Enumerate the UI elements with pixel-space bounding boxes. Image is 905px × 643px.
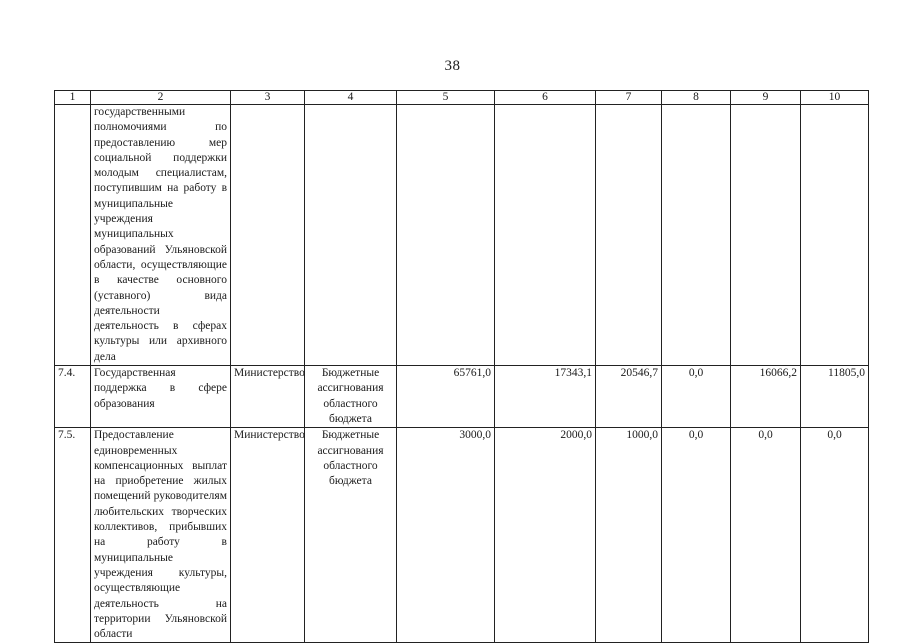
value-cell: 20546,7 xyxy=(596,366,662,428)
executor-cell: Министерство xyxy=(231,366,305,428)
column-header: 10 xyxy=(801,91,869,105)
measure-name: Государственная поддержка в сфере образования xyxy=(91,366,231,428)
row-number: 7.4. xyxy=(55,366,91,428)
value-cell: 11805,0 xyxy=(801,366,869,428)
measure-name: Предоставление единовременных компенсационных выплат на приобретение жилых помещений руководителям любительских творческих коллективов, прибывших на работу в муниципальные учреждения культуры, осуществляющие деятельность на территории Ульяновской области xyxy=(91,428,231,643)
value-cell: 1000,0 xyxy=(596,428,662,643)
column-header: 5 xyxy=(397,91,495,105)
value-cell: 3000,0 xyxy=(397,428,495,643)
column-header: 6 xyxy=(495,91,596,105)
measure-name: государственными полномочиями по предоставлению мер социальной поддержки молодым специалистам, поступившим на работу в муниципальные учреждения муниципальных образований Ульяновской области, осуществляющие в качестве основного (уставного) вида деятельности деятельность в сферах культуры или архивного дела xyxy=(91,105,231,366)
column-header: 9 xyxy=(731,91,801,105)
value-cell: 0,0 xyxy=(801,428,869,643)
value-cell xyxy=(731,105,801,366)
funding-source-cell: Бюджетные ассигнования областного бюджета xyxy=(305,428,397,643)
page-number: 38 xyxy=(444,58,461,74)
funding-source-cell: Бюджетные ассигнования областного бюджета xyxy=(305,366,397,428)
row-number: 7.5. xyxy=(55,428,91,643)
value-cell: 65761,0 xyxy=(397,366,495,428)
column-header: 3 xyxy=(231,91,305,105)
value-cell xyxy=(662,105,731,366)
value-cell: 0,0 xyxy=(731,428,801,643)
executor-cell: Министерство xyxy=(231,428,305,643)
table-row xyxy=(55,366,869,428)
column-header: 2 xyxy=(91,91,231,105)
budget-table xyxy=(54,90,869,643)
header-row xyxy=(55,91,869,105)
row-number xyxy=(55,105,91,366)
value-cell: 16066,2 xyxy=(731,366,801,428)
value-cell: 0,0 xyxy=(662,428,731,643)
column-header: 8 xyxy=(662,91,731,105)
value-cell xyxy=(495,105,596,366)
value-cell xyxy=(596,105,662,366)
value-cell: 0,0 xyxy=(662,366,731,428)
value-cell: 17343,1 xyxy=(495,366,596,428)
value-cell xyxy=(801,105,869,366)
funding-source-cell xyxy=(305,105,397,366)
column-header: 1 xyxy=(55,91,91,105)
value-cell xyxy=(397,105,495,366)
table-row xyxy=(55,428,869,643)
value-cell: 2000,0 xyxy=(495,428,596,643)
table-row xyxy=(55,105,869,366)
executor-cell xyxy=(231,105,305,366)
column-header: 7 xyxy=(596,91,662,105)
column-header: 4 xyxy=(305,91,397,105)
